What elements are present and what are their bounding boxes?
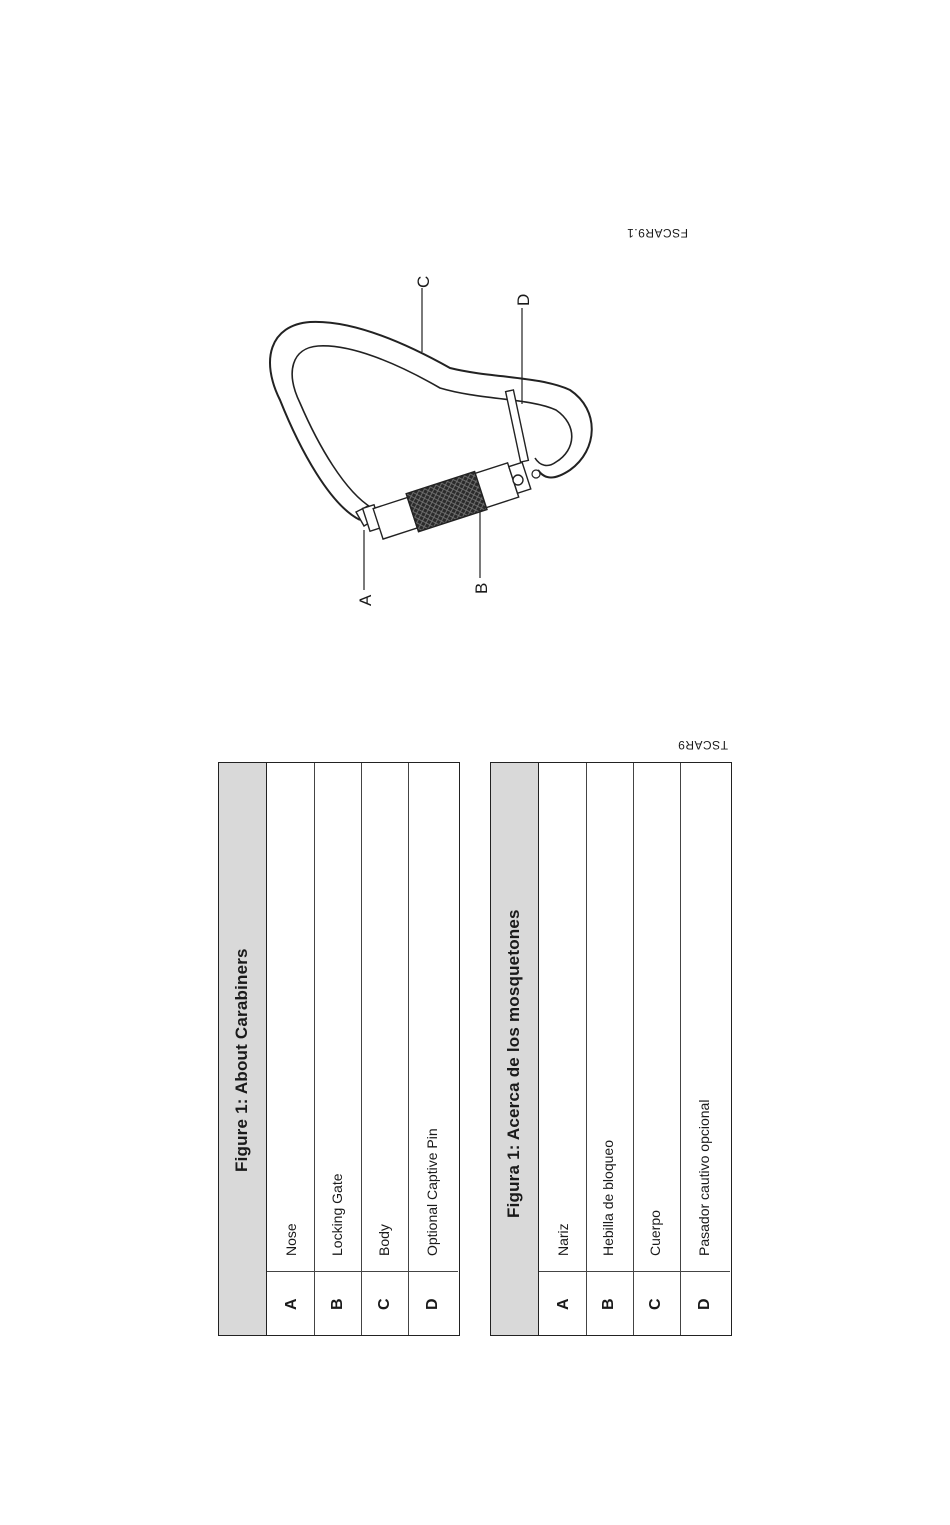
callout-d: D	[514, 293, 533, 306]
table-es-letter-c: C	[647, 1298, 664, 1310]
callout-a: A	[356, 594, 375, 606]
table-en-text-b: Locking Gate	[329, 1173, 345, 1256]
figure-code: FSCAR9.1	[626, 226, 688, 240]
table-es-letter-d: D	[696, 1298, 713, 1310]
table-es-title: Figura 1: Acerca de los mosquetones	[504, 909, 523, 1218]
carabiner-body-inner	[292, 346, 572, 508]
table-en-letter-b: B	[329, 1298, 346, 1310]
table-en-text-a: Nose	[283, 1223, 299, 1256]
table-en-text-c: Body	[376, 1224, 392, 1256]
table-en-letter-a: A	[283, 1298, 300, 1310]
table-en-letter-c: C	[376, 1298, 393, 1310]
table-es-letter-divider	[539, 1271, 730, 1272]
table-es-text-d: Pasador cautivo opcional	[696, 1099, 712, 1256]
hinge-rivet	[513, 475, 523, 485]
hinge-rivet-2	[532, 470, 540, 478]
table-es-text-b: Hebilla de bloqueo	[600, 1140, 616, 1256]
table-en-text-d: Optional Captive Pin	[424, 1128, 440, 1256]
table-es-text-c: Cuerpo	[647, 1210, 663, 1256]
table-es-letter-a: A	[555, 1298, 572, 1310]
table-en-letter-d: D	[424, 1298, 441, 1310]
locking-gate-sleeve	[372, 457, 533, 543]
table-code: TSCAR9	[677, 738, 728, 752]
table-en-letter-divider	[267, 1271, 458, 1272]
table-en-title: Figure 1: About Carabiners	[232, 948, 251, 1172]
table-es-text-a: Nariz	[555, 1223, 571, 1256]
table-es-letter-b: B	[600, 1298, 617, 1310]
callout-c: C	[414, 275, 433, 288]
callout-b: B	[472, 582, 491, 594]
